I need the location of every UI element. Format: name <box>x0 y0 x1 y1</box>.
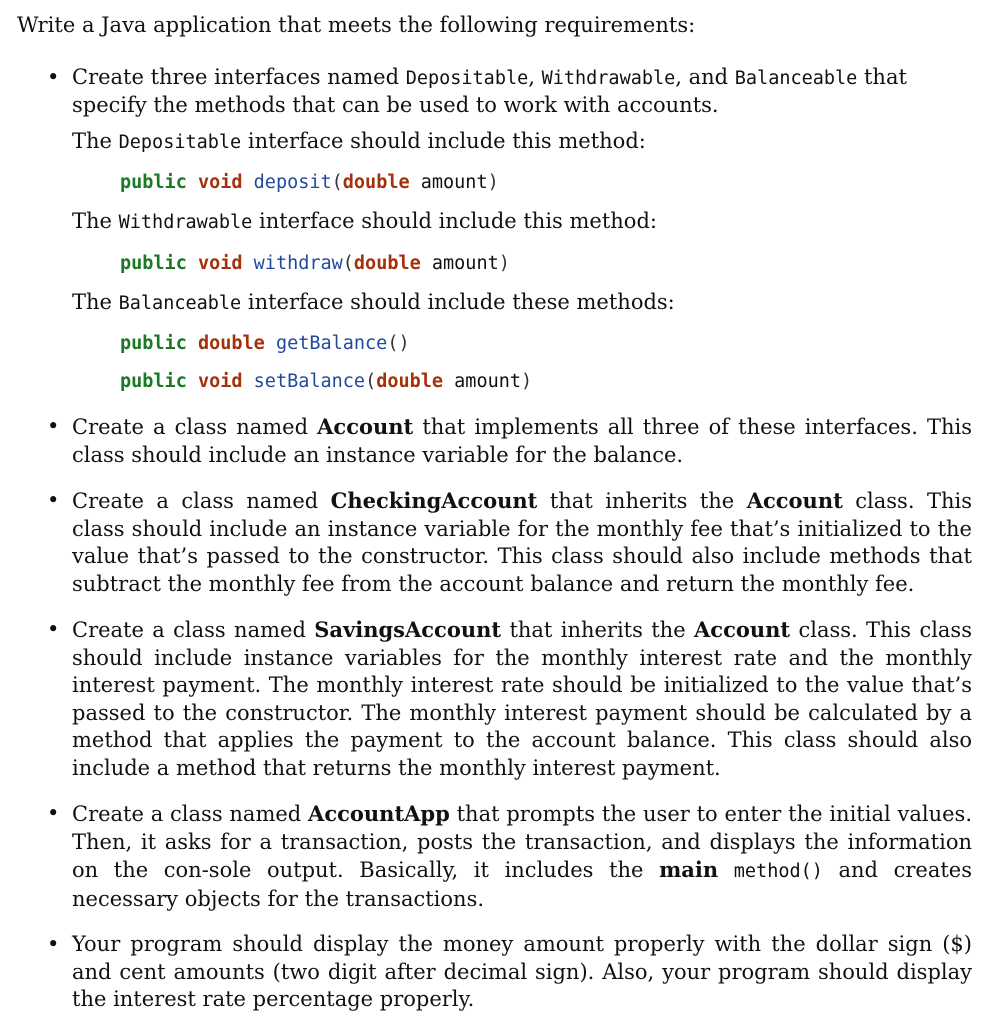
depositable-lead <box>72 128 972 157</box>
bullet-icon: • <box>47 617 60 641</box>
code-type: double <box>376 371 444 392</box>
code-keyword: public <box>120 252 187 274</box>
code-type: void <box>197 172 243 193</box>
code-block-withdraw <box>120 251 972 277</box>
text: , <box>528 64 542 89</box>
code-punct: ) <box>487 172 499 193</box>
bullet-icon: • <box>47 801 60 825</box>
accountapp-paragraph <box>72 800 972 913</box>
code-type: void <box>197 252 243 274</box>
text: that inherits the <box>537 489 747 513</box>
account-paragraph <box>72 413 972 469</box>
list-item-accountapp <box>17 800 972 913</box>
text: and creates necessary objects for the transactions. <box>72 858 972 911</box>
list-item-checking <box>17 487 972 598</box>
text: Create a class named <box>72 415 318 439</box>
code-withdrawable: Withdrawable <box>541 67 676 89</box>
code-method: method() <box>733 861 823 882</box>
code-keyword: public <box>120 172 187 193</box>
text: that specify the methods that can be used to work with accounts. <box>72 64 907 117</box>
code-punct: ( <box>342 252 354 274</box>
code-method: setBalance <box>253 371 366 392</box>
text: , and <box>675 64 735 89</box>
text: The <box>72 128 119 153</box>
code-block-deposit <box>120 170 972 196</box>
code-param: amount <box>431 252 499 274</box>
code-keyword: public <box>120 333 187 354</box>
code-param: amount <box>454 371 521 392</box>
savings-paragraph <box>72 616 972 782</box>
text: that implements all three of these interfaces. This class should include an instance variable for the balance. <box>72 415 972 467</box>
balanceable-lead <box>72 289 972 318</box>
text: class. This class should include an instance variable for the monthly fee that’s initialized to the value that’s passed to the constructor. This class should also include methods that subtract the monthly fee from the account balance and return the monthly fee. <box>72 489 972 596</box>
code-depositable: Depositable <box>405 67 529 89</box>
interfaces-paragraph <box>72 64 972 120</box>
code-balanceable: Balanceable <box>118 292 242 314</box>
code-param: amount <box>420 172 488 193</box>
intro-text: Write a Java application that meets the following requirements: <box>17 13 696 37</box>
code-line-deposit <box>120 170 972 196</box>
code-withdrawable: Withdrawable <box>118 212 253 233</box>
class-name-checkingaccount: CheckingAccount <box>330 488 538 513</box>
code-type: double <box>197 333 265 354</box>
text: class. This class should include instance variables for the monthly interest rate and the monthly interest payment. The monthly interest rate should be initialized to the value that’s passed to the constructor. The monthly interest payment should be calculated by a method that applies the payment to the account balance. This class should also include a method that returns the monthly interest payment. <box>72 618 972 780</box>
text: Create three interfaces named <box>72 64 406 89</box>
text: Create a class named <box>72 489 331 513</box>
list-item-account <box>17 413 972 469</box>
text: interface should include these methods: <box>241 289 675 314</box>
code-method: getBalance <box>275 333 388 354</box>
code-method: withdraw <box>253 252 343 274</box>
class-name-accountapp: AccountApp <box>308 801 450 826</box>
code-method: deposit <box>253 172 332 193</box>
code-balanceable: Balanceable <box>734 67 858 89</box>
code-depositable: Depositable <box>118 131 242 153</box>
list-item-display <box>17 931 972 1014</box>
class-name-account: Account <box>694 617 791 642</box>
bullet-icon: • <box>47 932 60 956</box>
list-item-savings <box>17 616 972 782</box>
text: interface should include this method: <box>252 209 657 233</box>
list-item-interfaces <box>17 64 972 396</box>
bullet-icon: • <box>47 414 60 438</box>
code-line-withdraw <box>120 251 972 277</box>
code-punct: ( <box>365 371 377 392</box>
class-name-savingsaccount: SavingsAccount <box>314 617 502 642</box>
withdrawable-lead <box>72 208 972 237</box>
code-punct: ) <box>521 371 533 392</box>
class-name-account: Account <box>746 488 843 513</box>
code-type: double <box>353 252 421 274</box>
code-punct: () <box>387 333 410 354</box>
code-line-getbalance <box>120 331 972 357</box>
bullet-icon: • <box>47 64 60 89</box>
code-punct: ( <box>331 172 343 193</box>
keyword-main: main <box>659 857 719 882</box>
text: that prompts the user to enter the initial values. Then, it asks for a transaction, posts the transaction, and displays the information on the con-sole output. Basically, it includes the <box>72 802 972 882</box>
code-block-balance <box>120 331 972 395</box>
code-line-setbalance <box>120 369 972 395</box>
class-name-account: Account <box>317 414 414 439</box>
code-keyword: public <box>120 371 187 392</box>
text: that inherits the <box>501 618 694 642</box>
text: Create a class named <box>72 618 315 642</box>
code-punct: ) <box>498 252 510 274</box>
bullet-icon: • <box>47 488 60 512</box>
checking-paragraph <box>72 487 972 598</box>
code-type: double <box>342 172 410 193</box>
display-paragraph: Your program should display the money amount properly with the dollar sign ($) and cent amounts (two digit after decimal sign). Also, your program should display the interest rate percentage properly. <box>72 932 972 1011</box>
text: Create a class named <box>72 802 309 826</box>
text: interface should include this method: <box>241 128 646 153</box>
text: The <box>72 289 119 314</box>
requirements-list <box>17 64 972 1014</box>
text: The <box>72 209 119 233</box>
code-type: void <box>197 371 243 392</box>
